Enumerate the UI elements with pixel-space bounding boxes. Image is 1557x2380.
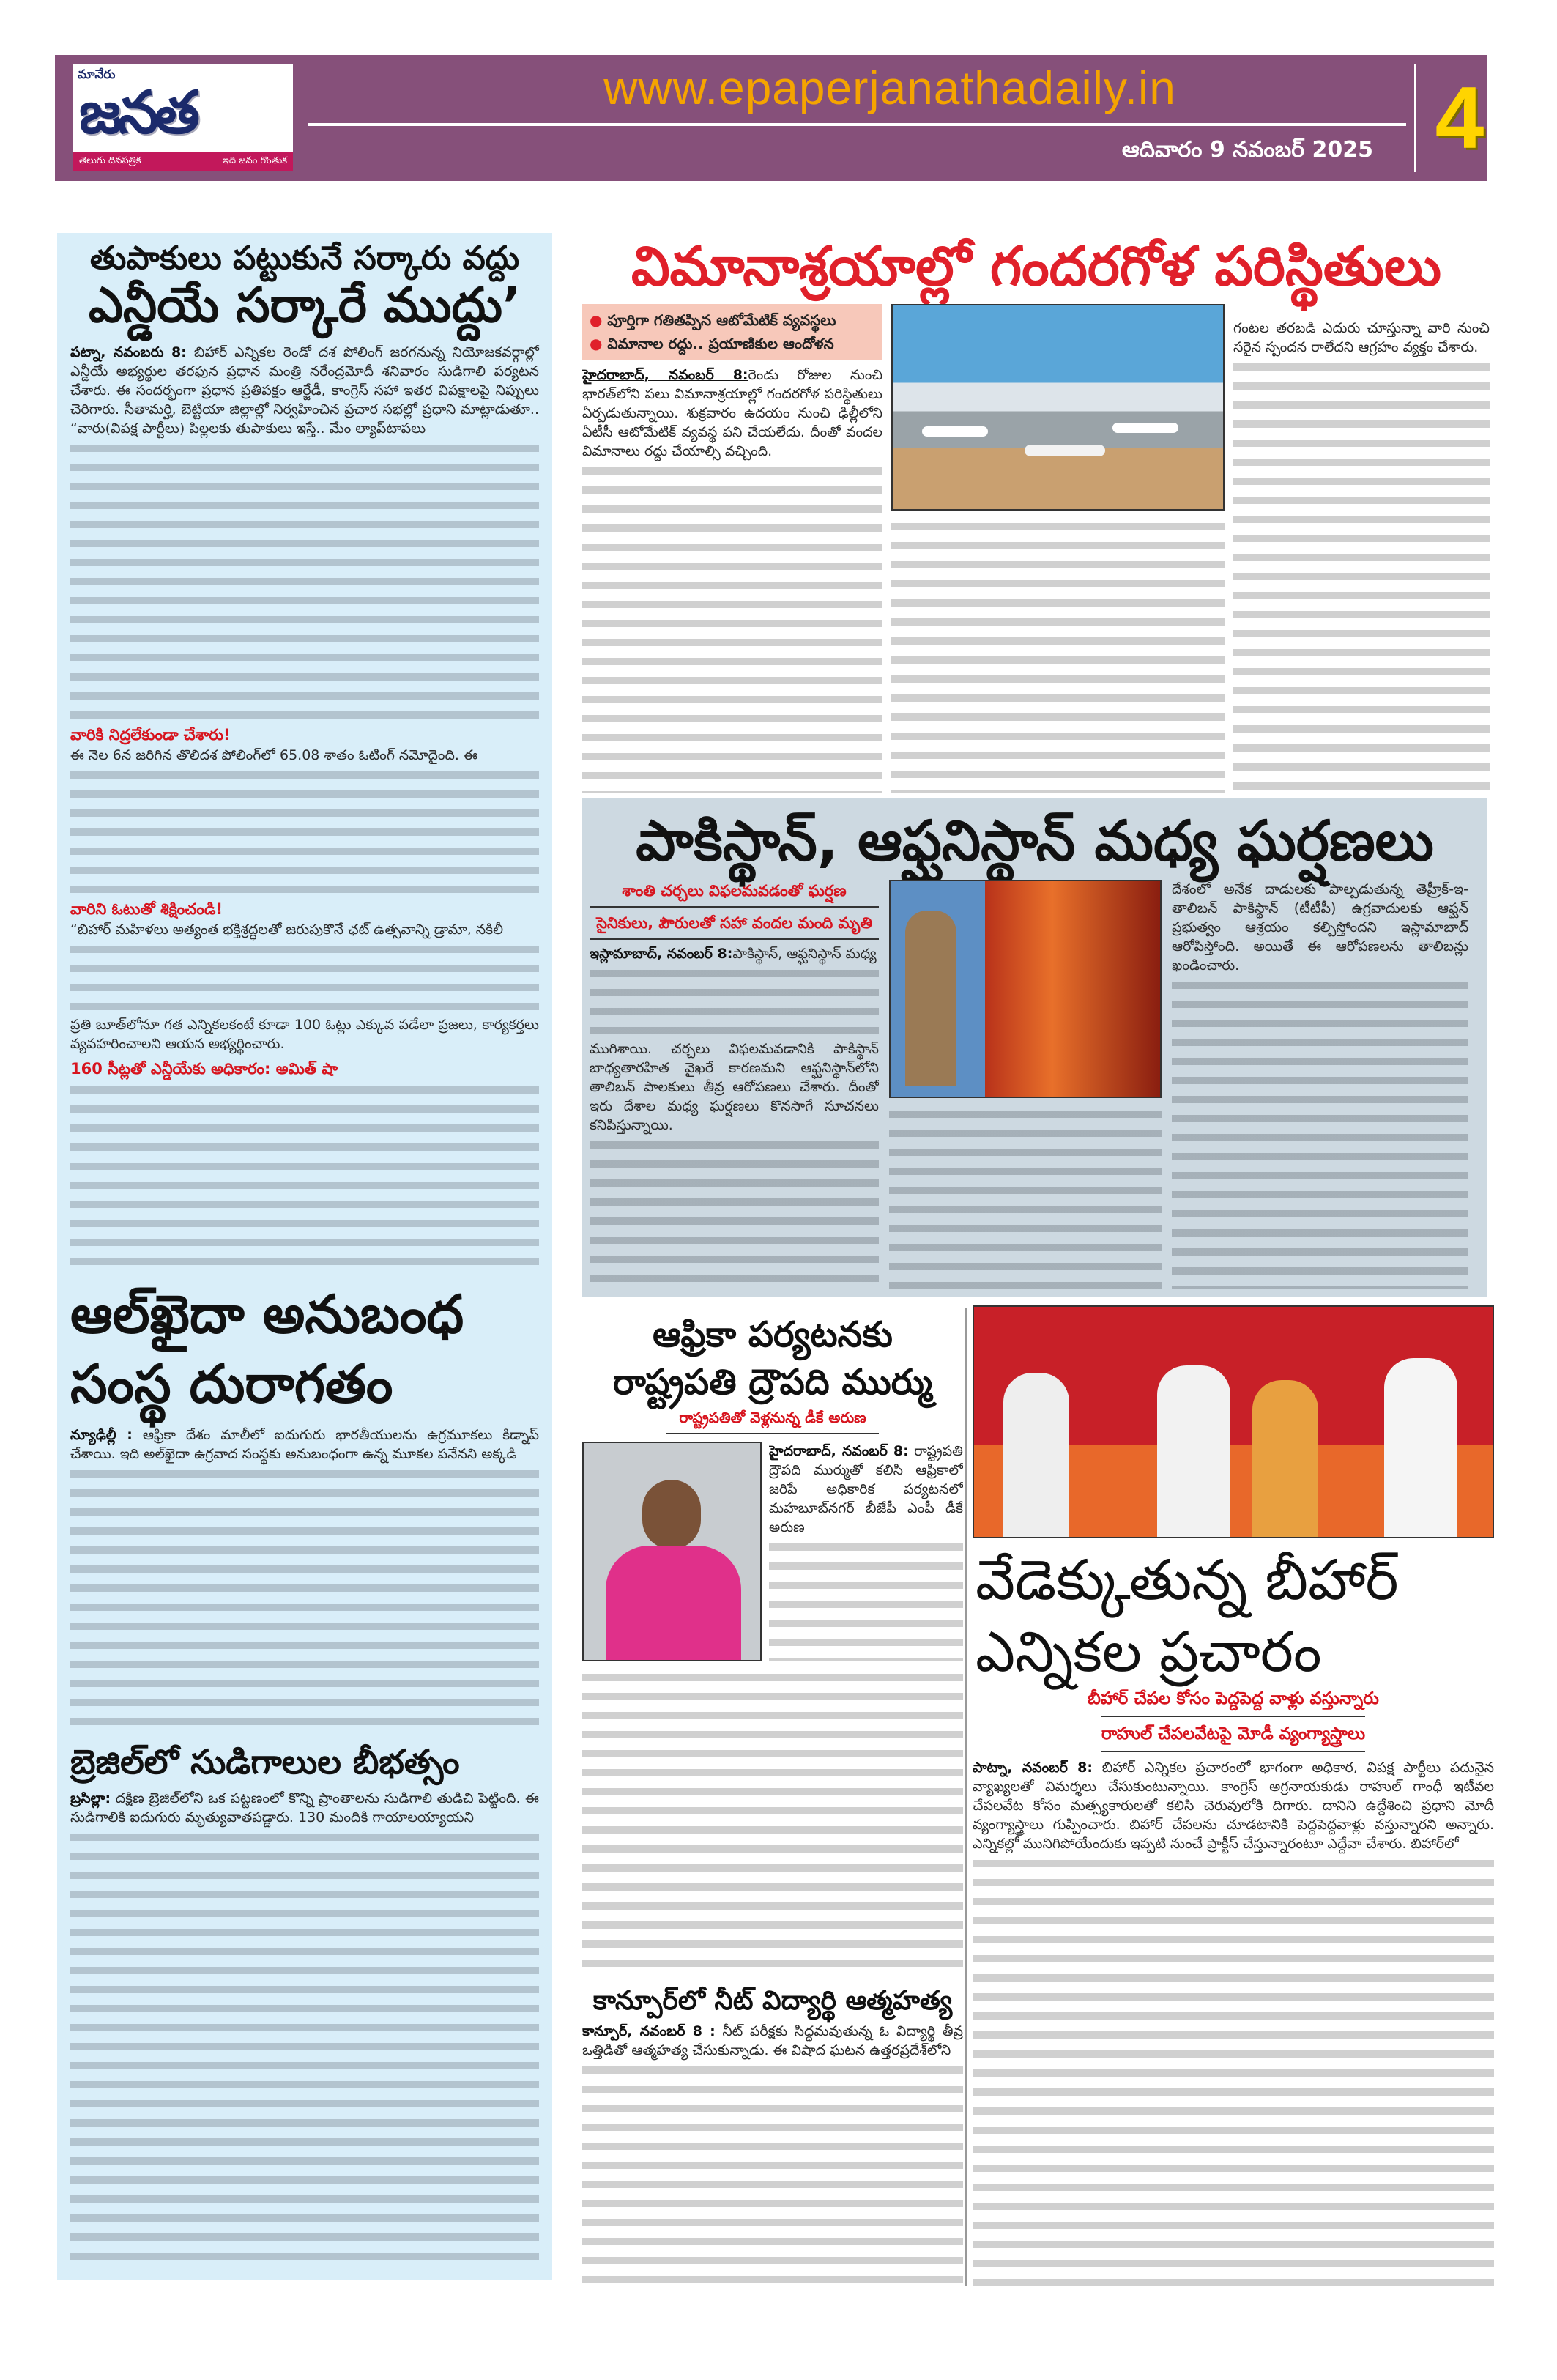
- person-shape: [1384, 1358, 1457, 1538]
- article-brazil-body: [70, 1789, 539, 1827]
- airport-body-col1: [582, 304, 882, 793]
- bihar-article: [973, 1305, 1494, 2286]
- paragraph: గంటల తరబడి ఎదురు చూస్తున్నా వారి నుంచి సరైన స్పందన రాలేదని ఆగ్రహం వ్యక్తం చేశారు.: [1233, 320, 1490, 356]
- saree-shape: [606, 1546, 741, 1661]
- website-url[interactable]: www.epaperjanathadaily.in: [603, 62, 1176, 114]
- rally-photo: [973, 1305, 1494, 1538]
- headline-kanpur: కాన్పూర్‌లో నీట్ విద్యార్థి ఆత్మహత్య: [592, 1986, 953, 2016]
- pakistan-columns: [590, 880, 1480, 1289]
- soldier-silhouette: [905, 911, 956, 1086]
- bullet-row: ● విమానాల రద్దు.. ప్రయాణికుల ఆందోళన: [590, 335, 834, 353]
- text-lines: [70, 1464, 539, 1730]
- headline-airport: విమానాశ్రయాల్లో గందరగోళ పరిస్థితులు: [631, 236, 1442, 298]
- paragraph: రెండు రోజుల నుంచి భారత్‌లోని పలు విమానాశ్రయాల్లో గందరగోళ పరిస్థితులు ఏర్పడుతున్నాయి. శుక్రవారం ఉదయం నుంచి ఢిల్లీలోని ఏటీసీ ఆటోమేటిక్ వ్యవస్థ పని చేయలేదు. దీంతో వందల విమానాలు రద్దు చేయాల్సి వచ్చింది.: [582, 367, 882, 460]
- headline-bihar-2: ఎన్నికల ప్రచారం: [976, 1619, 1322, 1684]
- pakistan-article: [582, 798, 1487, 1297]
- airport-columns: [579, 304, 1494, 793]
- logo: [73, 64, 293, 171]
- president-photo: [582, 1442, 762, 1661]
- text-lines: [582, 461, 882, 793]
- headline-brazil: బ్రెజిల్‌లో సుడిగాలుల బీభత్సం: [70, 1742, 460, 1782]
- subheading: సైనికులు, పౌరులతో సహా వందల మంది మృతి: [596, 914, 872, 933]
- text-lines: [891, 516, 1225, 793]
- headline-murmu-2: రాష్ట్రపతి ద్రౌపది ముర్ము: [612, 1362, 933, 1403]
- pakistan-subheads: [590, 880, 879, 944]
- airport-body-col3: [1233, 304, 1490, 793]
- dateline: హైదరాబాద్, నవంబర్ 8:: [582, 367, 748, 384]
- text-lines: [1233, 357, 1490, 793]
- airplane-shape: [1025, 445, 1105, 456]
- divider: [308, 123, 1406, 126]
- text-lines: [590, 1135, 879, 1289]
- paragraph: పాకిస్థాన్, ఆఫ్ఘనిస్థాన్ మధ్య: [732, 946, 877, 963]
- logo-small-text: మానేరు: [78, 67, 116, 82]
- subheading: వారికి నిద్రలేకుండా చేశారు!: [70, 726, 231, 744]
- bihar-subheads: [973, 1688, 1494, 1758]
- murmu-top-row: [582, 1442, 963, 1661]
- text-lines: [70, 765, 539, 898]
- page-number: 4: [1435, 69, 1484, 167]
- headline-nda-1: తుపాకులు పట్టుకునే సర్కారు వద్దు: [89, 240, 520, 277]
- dateline: హైదరాబాద్, నవంబర్ 8:: [769, 1443, 909, 1459]
- paragraph: రాష్ట్రపతి ద్రౌపది ముర్ముతో కలిసి ఆఫ్రికాలో జరిపే అధికారిక పర్యటనలో మహబూబ్‌నగర్ బీజేపీ ఎంపీ డీకే అరుణ: [769, 1443, 963, 1535]
- headline-murmu-1: ఆఫ్రికా పర్యటనకు: [653, 1314, 893, 1355]
- text-lines: [769, 1537, 963, 1661]
- text-lines: [70, 1080, 539, 1270]
- text-lines: [70, 939, 539, 1015]
- airport-photo: [891, 304, 1225, 511]
- text-lines: [70, 1827, 539, 2272]
- column-divider: [965, 1308, 967, 2286]
- conflict-photo: [889, 880, 1162, 1098]
- paragraph: ఆఫ్రికా దేశం మాలీలో ఐదుగురు భారతీయులను ఉగ్రమూకలు కిడ్నాప్ చేశాయి. ఇది అల్‌ఖైదా ఉగ్రవాద సంస్థకు అనుబంధంగా ఉన్న మూకల పనేనని అక్కడి: [70, 1427, 539, 1463]
- logo-text: జనత: [79, 78, 196, 147]
- airplane-shape: [1112, 423, 1178, 433]
- logo-band: [73, 152, 293, 171]
- dateline: ఇస్లామాబాద్, నవంబర్ 8:: [590, 946, 733, 963]
- pakistan-body-col2: [889, 880, 1162, 1289]
- paragraph: ప్రతి బూత్‌లోనూ గత ఎన్నికలకంటే కూడా 100 ఓట్లు ఎక్కువ పడేలా ప్రజలు, కార్యకర్తలు వ్యవహరించాలని ఆయన అభ్యర్థించారు.: [70, 1017, 539, 1053]
- headline-bihar: [973, 1544, 1494, 1688]
- masthead: [55, 55, 1487, 181]
- person-shape: [1252, 1380, 1318, 1538]
- article-alqaeda-body: [70, 1426, 539, 1464]
- divider: [590, 906, 879, 908]
- face-shape: [642, 1480, 701, 1549]
- dateline: పాట్నా, నవంబర్ 8:: [973, 1760, 1093, 1776]
- murmu-body-col: [769, 1442, 963, 1661]
- person-shape: [1003, 1373, 1069, 1538]
- headline-nda-2: ఎన్డీయే సర్కారే ముద్దు’: [89, 276, 521, 333]
- issue-date: ఆదివారం 9 నవంబర్ 2025: [1121, 137, 1373, 163]
- text-lines: [590, 963, 879, 1039]
- dateline: కాన్పూర్, నవంబర్ 8 :: [582, 2023, 716, 2039]
- paragraph: బిహార్ ఎన్నికల రెండో దశ పోలింగ్ జరగనున్న నియోజకవర్గాల్లో ఎన్డీయే అభ్యర్థుల తరఫున ప్రధాన మంత్రి నరేంద్రమోదీ శనివారం సుడిగాలి పర్యటన చేశారు. ఈ సందర్భంగా ప్రధాన ప్రతిపక్షం ఆర్జేడీ, కాంగ్రెస్ సహా ఇతర విపక్షాలపై నిప్పులు చెరిగారు. సీతామర్హి, బెట్టియా జిల్లాల్లో నిర్వహించిన ప్రచార సభల్లో ప్రధాని మాట్లాడుతూ.. “వారు(విపక్ష పార్టీలు) పిల్లలకు తుపాకులు ఇస్తే.. మేం ల్యాప్‌టాపలు: [70, 344, 539, 437]
- subheading: రాష్ట్రపతితో వెళ్లనున్న డీకే అరుణ: [679, 1409, 866, 1426]
- airplane-shape: [922, 426, 988, 437]
- paragraph: బిహార్ ఎన్నికల ప్రచారంలో భాగంగా అధికార, విపక్ష పార్టీలు పదునైన వ్యాఖ్యలతో విమర్శలు చేసుకుంటున్నాయి. కాంగ్రెస్ అగ్రనాయకుడు రాహుల్ గాంధీ ఇటీవల చేపలవేట కోసం మత్స్యకారులతో కలిసి చెరువులోకి దిగారు. దానిని ఉద్దేశించి ప్రధాని మోదీ వ్యంగ్యాస్త్రాలు గుప్పించారు. బిహార్ చేపలను చూడటానికి పెద్దపెద్దవాళ్లు వస్తున్నారని అన్నారు. ఎన్నికల్లో మునిగిపోయేందుకు ఇప్పటి నుంచే ప్రాక్టీస్ చేస్తున్నారంటూ ఎద్దేవా చేశారు. బిహార్‌లో: [973, 1760, 1494, 1852]
- airport-article: [579, 236, 1494, 793]
- headline-bihar-1: వేడెక్కుతున్న బీహార్: [976, 1547, 1399, 1612]
- airport-highlights: [582, 304, 882, 360]
- murmu-kanpur-column: [579, 1311, 963, 2286]
- left-column: [57, 233, 552, 2280]
- text-lines: [582, 2060, 963, 2286]
- subheading: బీహార్ చేపల కోసం పెద్దపెద్ద వాళ్లు వస్తున్నారు: [1088, 1689, 1379, 1708]
- paragraph: ఈ నెల 6న జరిగిన తొలిదశ పోలింగ్‌లో 65.08 శాతం ఓటింగ్ నమోదైంది. ఈ: [70, 747, 477, 764]
- text-lines: [889, 1104, 1162, 1289]
- bullet-row: ● పూర్తిగా గతితప్పిన ఆటోమేటిక్ వ్యవస్థలు: [590, 311, 836, 330]
- subheading: శాంతి చర్చలు విఫలమవడంతో ఘర్షణ: [622, 882, 847, 900]
- dateline: పట్నా, నవంబరు 8:: [70, 344, 187, 361]
- bullet-item: విమానాల రద్దు.. ప్రయాణికుల ఆందోళన: [607, 335, 834, 353]
- headline-pakistan: పాకిస్థాన్, ఆఫ్ఘనిస్థాన్ మధ్య ఘర్షణలు: [636, 808, 1434, 873]
- subheading: 160 సీట్లతో ఎన్డీయేకు అధికారం: అమిత్ షా: [70, 1060, 338, 1078]
- paragraph: దేశంలో అనేక దాడులకు పాల్పడుతున్న తెహ్రీక్-ఇ-తాలిబన్ పాకిస్థాన్ (టీటీపీ) ఉగ్రవాదులకు ఆఫ్ఘన్ ప్రభుత్వం ఆశ్రయం కల్పిస్తోందని ఇస్లామాబాద్ ఆరోపిస్తోంది. అయితే ఈ ఆరోపణలను తాలిబన్లు ఖండించారు.: [1172, 881, 1468, 974]
- tagline-left: తెలుగు దినపత్రిక: [79, 155, 141, 166]
- pakistan-body-col3: [1172, 880, 1468, 1289]
- article-nda-body: [70, 343, 539, 438]
- dateline: బ్రసిల్లా:: [70, 1790, 111, 1807]
- divider: [1101, 1751, 1365, 1752]
- text-lines: [973, 1853, 1494, 2286]
- paragraph: నీట్ పరీక్షకు సిద్ధమవుతున్న ఓ విద్యార్థి తీవ్ర ఒత్తిడితో ఆత్మహత్య చేసుకున్నాడు. ఈ విషాద ఘటన ఉత్తరప్రదేశ్‌లోని: [582, 2023, 963, 2058]
- tagline-right: ఇది జనం గొంతుక: [222, 155, 287, 166]
- divider: [1101, 1716, 1365, 1717]
- text-lines: [582, 1667, 963, 1973]
- divider: [1414, 64, 1416, 172]
- airport-body-col2: [891, 304, 1225, 793]
- subheading: రాహుల్ చేపలవేటపై మోడీ వ్యంగ్యాస్త్రాలు: [1101, 1724, 1366, 1743]
- headline-alqaeda-1: ఆల్‌ఖైదా అనుబంధ: [70, 1283, 464, 1346]
- headline-alqaeda-2: సంస్థ దురాగతం: [70, 1353, 393, 1415]
- paragraph: దక్షిణ బ్రెజిల్‌లోని ఒక పట్టణంలో కొన్ని ప్రాంతాలను సుడిగాలి తుడిచి పెట్టింది. ఈ సుడిగాలికి ఐదుగురు మృత్యువాతపడ్డారు. 130 మందికి గాయాలయ్యాయని: [70, 1790, 539, 1826]
- subheading: వారిని ఓటుతో శిక్షించండి!: [70, 900, 223, 919]
- dateline: న్యూఢిల్లీ :: [70, 1427, 133, 1444]
- person-shape: [1157, 1365, 1230, 1538]
- bullet-item: పూర్తిగా గతితప్పిన ఆటోమేటిక్ వ్యవస్థలు: [607, 311, 836, 330]
- text-lines: [1172, 975, 1468, 1289]
- divider: [590, 938, 879, 940]
- paragraph: “బిహార్ మహిళలు అత్యంత భక్తిశ్రద్ధలతో జరుపుకొనే ఛట్ ఉత్సవాన్ని డ్రామా, నకిలీ: [70, 922, 503, 938]
- text-lines: [70, 438, 539, 724]
- divider: [666, 1433, 879, 1434]
- pakistan-body-col1: [590, 880, 879, 1289]
- paragraph: ముగిశాయి. చర్చలు విఫలమవడానికి పాకిస్థాన్ బాధ్యతారహిత వైఖరే కారణమని ఆఫ్ఘనిస్థాన్‌లోని తాలిబన్ పాలకులు తీవ్ర ఆరోపణలు చేశారు. దీంతో ఇరు దేశాల మధ్య ఘర్షణలు కొనసాగే సూచనలు కనిపిస్తున్నాయి.: [590, 1041, 879, 1134]
